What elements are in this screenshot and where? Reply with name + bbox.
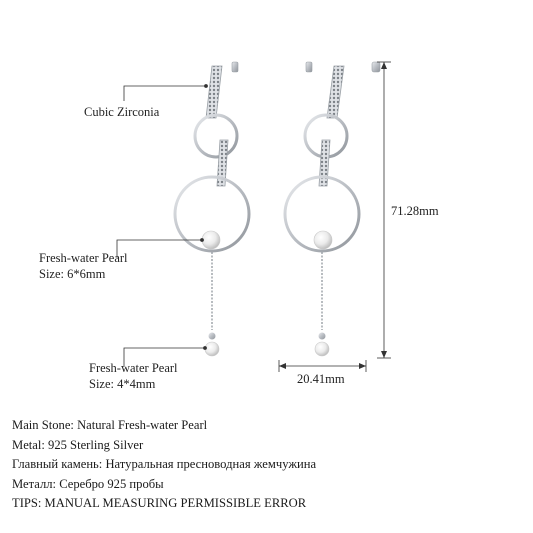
earring-post — [232, 62, 238, 72]
upper-ring — [195, 115, 237, 157]
product-specs — [12, 416, 316, 514]
pearl-6mm — [314, 231, 332, 249]
pearl-4mm — [315, 342, 329, 356]
callout-pearl-large-size: Size: 6*6mm — [39, 267, 106, 281]
width-dimension — [279, 360, 366, 372]
callout-pearl-large-name: Fresh-water Pearl — [39, 251, 128, 265]
pearl-6mm — [202, 231, 220, 249]
chain-cap — [319, 333, 326, 340]
chain-cap — [209, 333, 216, 340]
pearl-4mm — [205, 342, 219, 356]
height-label: 71.28mm — [391, 204, 439, 218]
spec-tips: TIPS: MANUAL MEASURING PERMISSIBLE ERROR — [12, 496, 307, 510]
cz-connector — [319, 140, 330, 186]
earring-post — [306, 62, 312, 72]
callout-pearl-small-size: Size: 4*4mm — [89, 377, 156, 391]
leader-pearl-large-dot — [201, 239, 204, 242]
cz-bar — [327, 66, 344, 118]
spec-main-stone: Main Stone: Natural Fresh-water Pearl — [12, 418, 208, 432]
leader-pearl-small-dot — [204, 347, 207, 350]
callout-pearl-small-name: Fresh-water Pearl — [89, 361, 178, 375]
earring-left — [175, 62, 249, 356]
callout-stone: Cubic Zirconia — [84, 105, 160, 119]
callout-leaders — [117, 85, 208, 368]
leader-cz-dot — [205, 85, 208, 88]
spec-main-stone-ru: Главный камень: Натуральная пресноводная жемчужина — [12, 457, 317, 471]
spec-metal-ru: Металл: Серебро 925 пробы — [12, 476, 164, 491]
earring-back — [372, 62, 380, 72]
cz-bar — [206, 66, 222, 118]
height-dimension — [377, 62, 391, 358]
spec-metal: Metal: 925 Sterling Silver — [12, 437, 144, 452]
earring-right — [285, 62, 380, 356]
leader-cz — [124, 86, 206, 101]
width-label: 20.41mm — [297, 372, 345, 386]
